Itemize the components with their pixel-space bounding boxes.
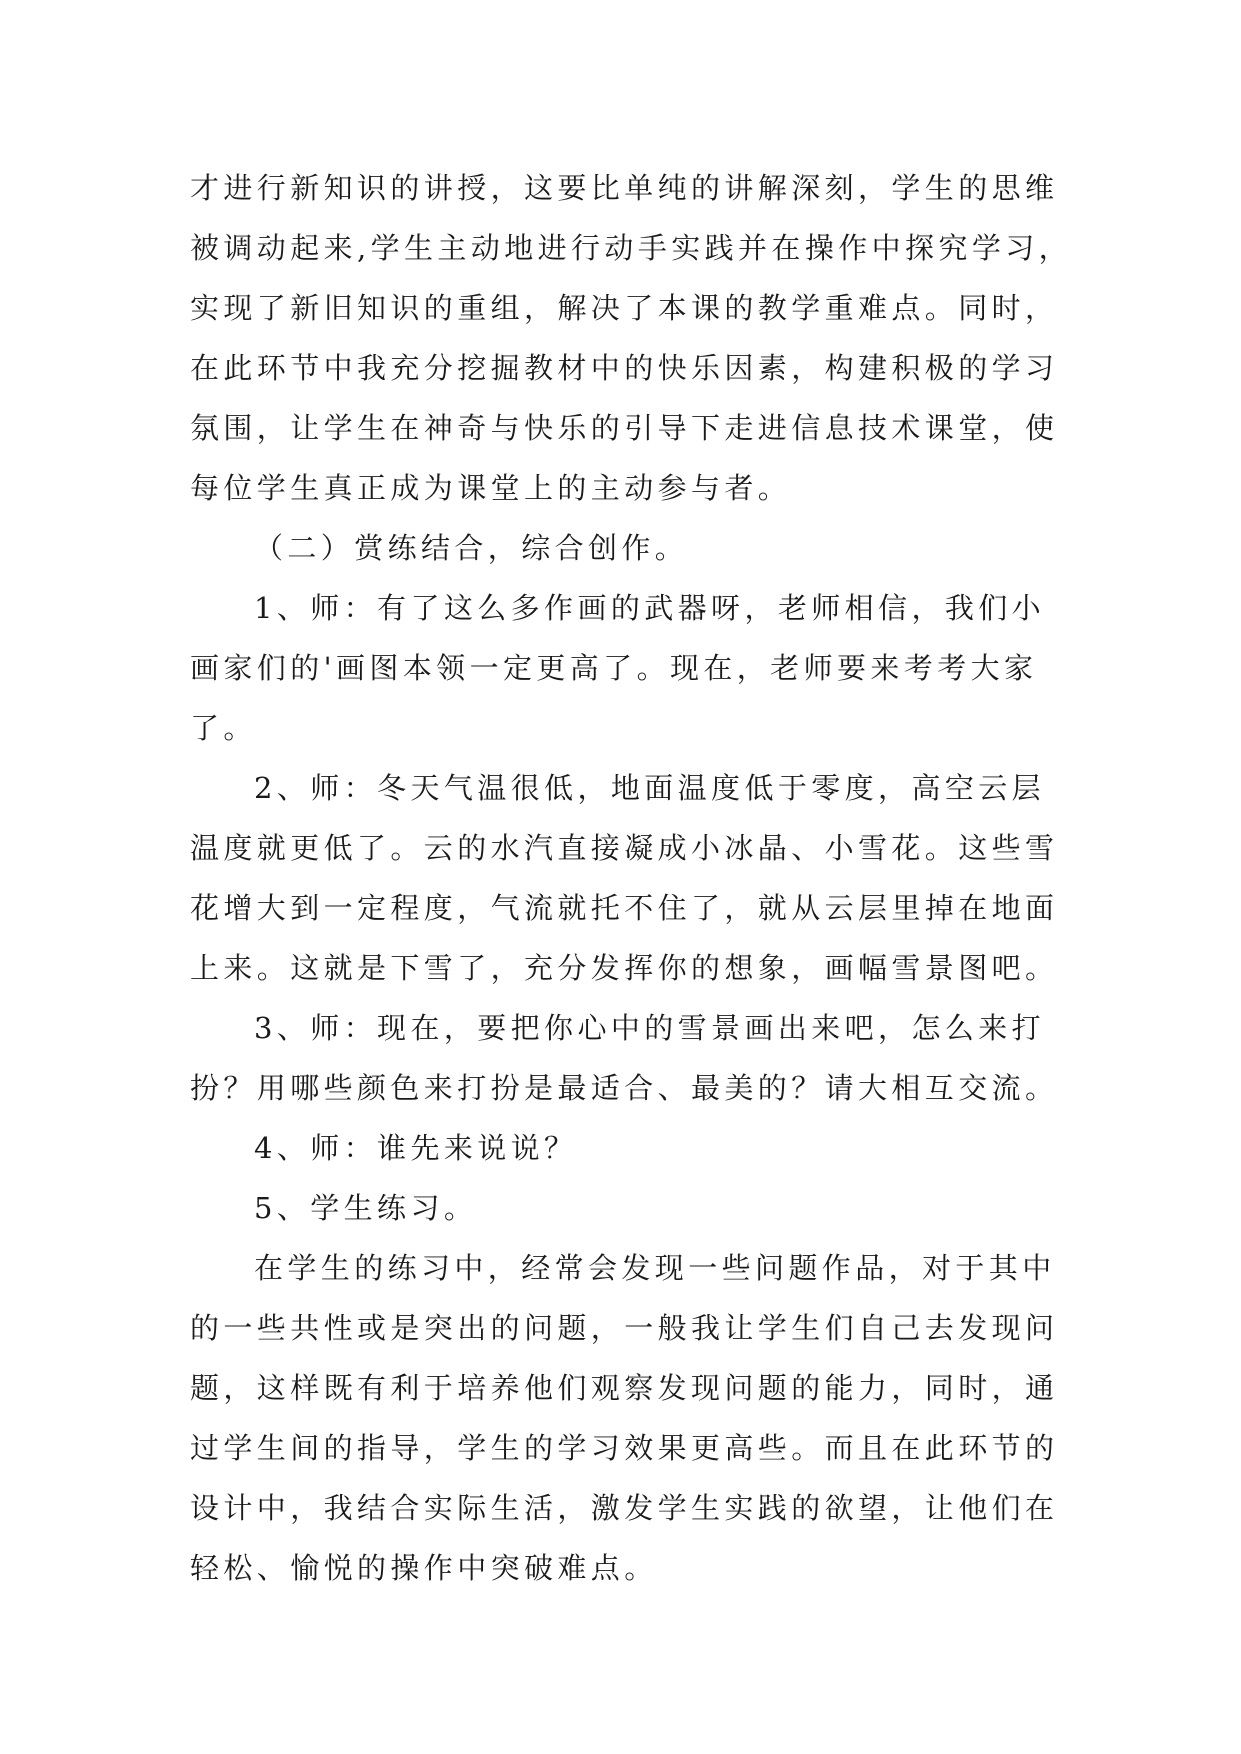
text-line: 了。	[190, 711, 257, 745]
text-line: 氛围，让学生在神奇与快乐的引导下走进信息技术课堂，使	[190, 411, 1059, 445]
text-line: 题，这样既有利于培养他们观察发现问题的能力，同时，通	[190, 1371, 1059, 1405]
text-line: 设计中，我结合实际生活，激发学生实践的欲望，让他们在	[190, 1491, 1059, 1525]
text-line: 画家们的'画图本领一定更高了。现在，老师要来考考大家	[190, 651, 1038, 685]
text-line: 花增大到一定程度，气流就托不住了，就从云层里掉在地面	[190, 891, 1059, 925]
document-page	[190, 158, 1073, 1598]
text-line: 在学生的练习中，经常会发现一些问题作品，对于其中	[254, 1251, 1056, 1285]
text-line: 4、师：谁先来说说？	[254, 1131, 578, 1165]
text-line: 被调动起来,学生主动地进行动手实践并在操作中探究学习，	[190, 231, 1073, 265]
text-line: 3、师：现在，要把你心中的雪景画出来吧，怎么来打	[254, 1011, 1046, 1045]
text-line: 每位学生真正成为课堂上的主动参与者。	[190, 471, 792, 505]
text-line: 扮？用哪些颜色来打扮是最适合、最美的？请大相互交流。	[190, 1071, 1059, 1105]
text-line: 的一些共性或是突出的问题，一般我让学生们自己去发现问	[190, 1311, 1059, 1345]
text-line: 上来。这就是下雪了，充分发挥你的想象，画幅雪景图吧。	[190, 951, 1059, 985]
text-line: 实现了新旧知识的重组，解决了本课的教学重难点。同时，	[190, 291, 1059, 325]
text-line: 5、学生练习。	[254, 1191, 478, 1225]
text-line: 轻松、愉悦的操作中突破难点。	[190, 1551, 658, 1585]
text-line: 2、师：冬天气温很低，地面温度低于零度，高空云层	[254, 771, 1046, 805]
text-line: 过学生间的指导，学生的学习效果更高些。而且在此环节的	[190, 1431, 1059, 1465]
section-heading: （二）赏练结合，综合创作。	[254, 531, 689, 565]
text-line: 才进行新知识的讲授，这要比单纯的讲解深刻，学生的思维	[190, 171, 1059, 205]
text-line: 温度就更低了。云的水汽直接凝成小冰晶、小雪花。这些雪	[190, 831, 1059, 865]
text-line: 在此环节中我充分挖掘教材中的快乐因素，构建积极的学习	[190, 351, 1059, 385]
text-line: 1、师：有了这么多作画的武器呀，老师相信，我们小	[254, 591, 1046, 625]
